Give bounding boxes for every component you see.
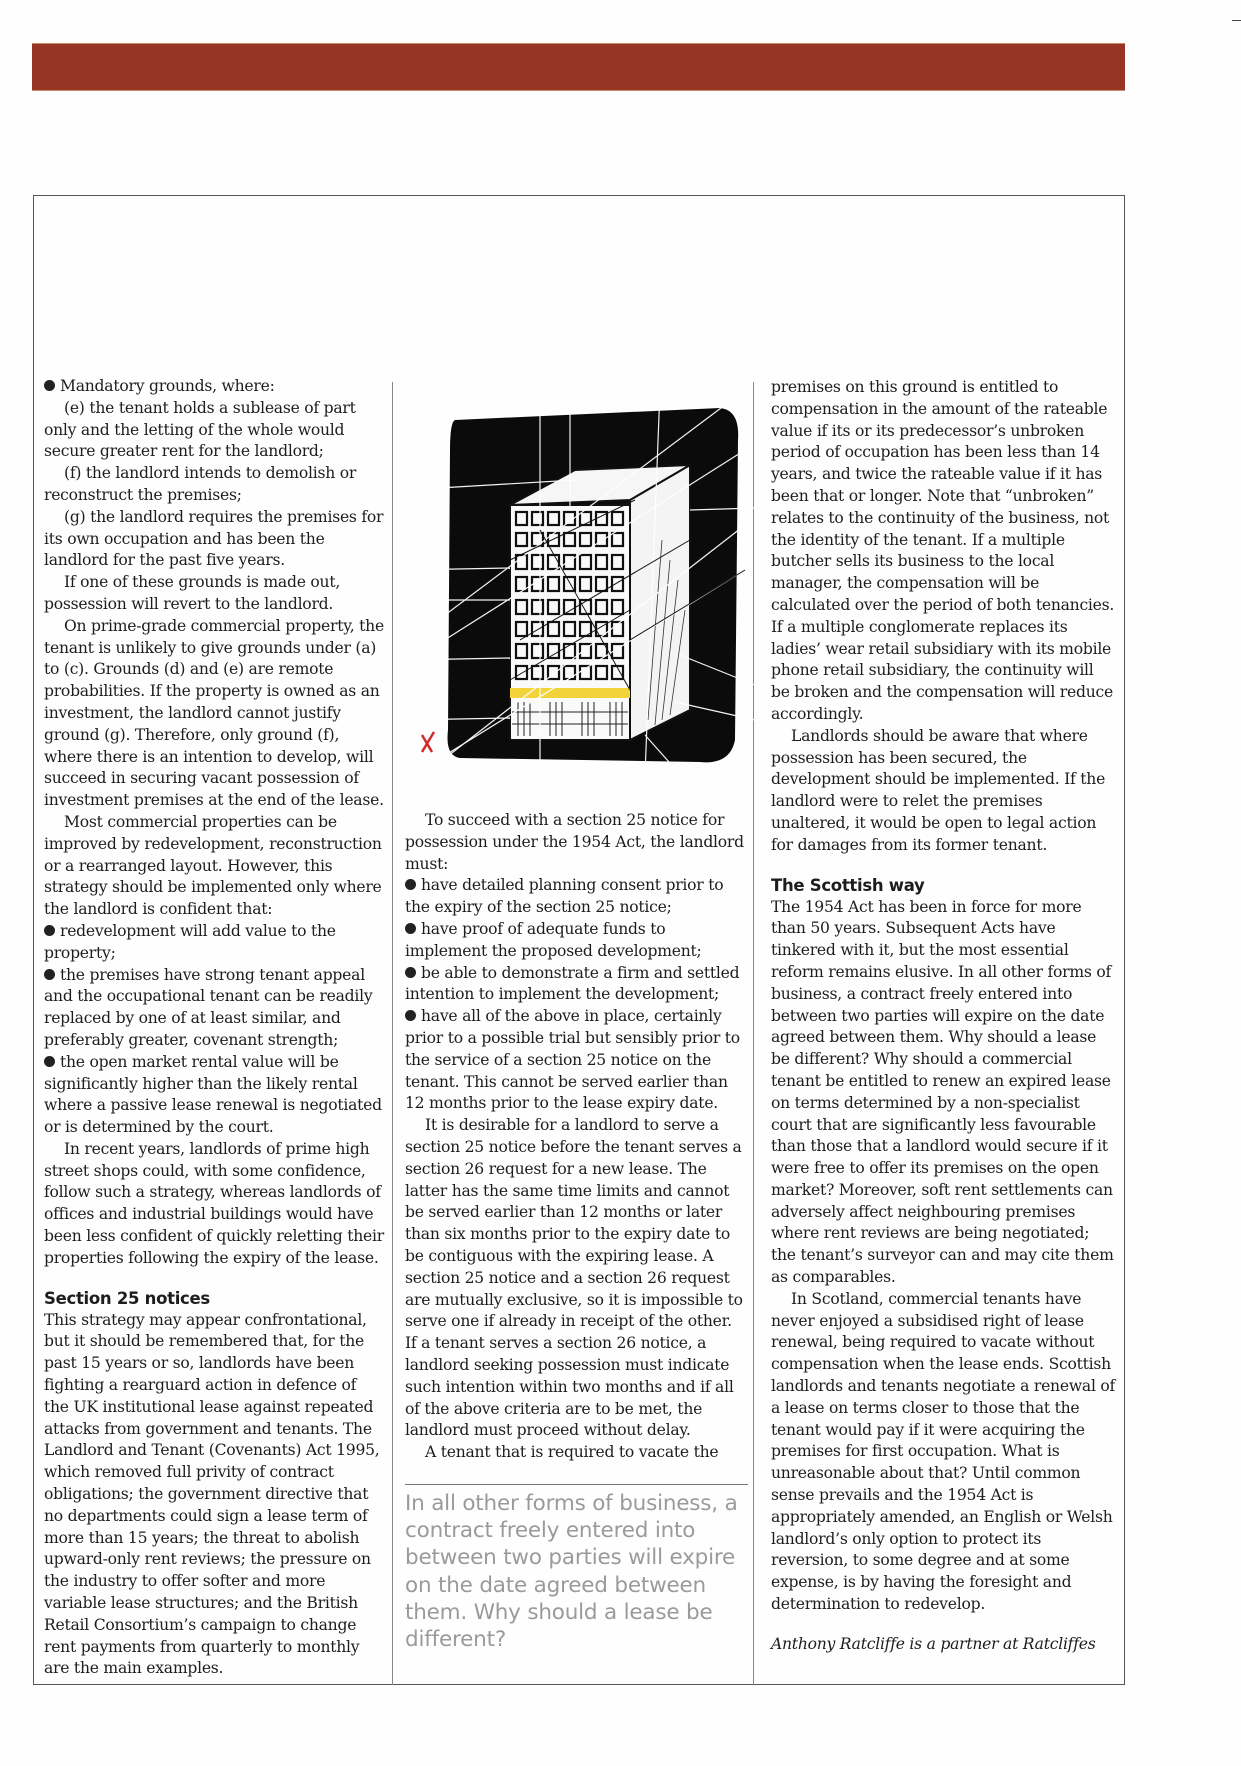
illustration-mark-label: X (400, 380, 401, 381)
article-column-3 (771, 377, 1116, 1656)
paragraph: On prime-grade commercial property, the tenant is unlikely to give grounds under (a) to (c). Grounds (d) and (e) are remote probabilities. If the property is owned as an investment, the landlord cannot justify ground (g). Therefore, only ground (f), where there is an intention to develop, will succeed in securing vacant possession of investment premises at the end of the lease. (44, 616, 384, 810)
bullet-icon (405, 923, 416, 934)
article-column-2 (405, 810, 745, 1464)
shopfront-fascia (510, 688, 630, 698)
bullet-paragraph (405, 875, 745, 919)
paragraph: premises on this ground is entitled to compensation in the amount of the rateable value if its or its predecessor’s unbroken period of occupation has been less than 14 years, and twice the rateable value if it has been that or longer. Note that “unbroken” relates to the continuity of the business, not the identity of the tenant. If a multiple butcher sells its business to the local manager, the compensation will be calculated over the period of both tenancies. If a multiple conglomerate replaces its ladies’ wear retail subsidiary with its mobile phone retail subsidiary, the continuity will be broken and the compensation will reduce accordingly. (771, 378, 1115, 723)
paragraph: (f) the landlord intends to demolish or reconstruct the premises; (44, 464, 357, 504)
pull-quote: In all other forms of business, a contract freely entered into between two parties will expire on the date agreed between them. Why should a lease be different? (405, 1491, 738, 1653)
section-header-bar (32, 43, 1125, 91)
paragraph: It is desirable for a landlord to serve a section 25 notice before the tenant serves a section 26 request for a new lease. The latter has the same time limits and cannot be served earlier than 12 months or later than six months prior to the expiry date to be contiguous with the expiring lease. A section 25 notice and a section 26 request are mutually exclusive, so it is impossible to serve one if already in receipt of the other. If a tenant serves a section 26 notice, a landlord seeking possession must indicate such intention within two months and if all of the above criteria are to be met, the landlord must proceed without delay. (405, 1116, 743, 1440)
paragraph: In Scotland, commercial tenants have never enjoyed a subsidised right of lease renewal, being required to vacate without compensation when the lease ends. Scottish landlords and tenants negotiate a renewal of a lease on terms closer to those that the tenant would pay if it were acquiring the premises for first occupation. What is unreasonable about that? Until common sense prevails and the 1954 Act is appropriately amended, an English or Welsh landlord’s only option to protect its reversion, to some degree and at some expense, is by having the foresight and determination to redevelop. (771, 1289, 1116, 1614)
paragraph: The 1954 Act has been in force for more than 50 years. Subsequent Acts have tinkered with it, but the most essential reform remains elusive. In all other forms of business, a contract freely entered into between two parties will expire on the date agreed between them. Why should a lease be different? Why should a commercial tenant be entitled to renew an expired lease on terms determined by a non-specialist court that are significantly less favourable than those that a landlord would secure if it were free to offer its premises on the open market? Moreover, soft rent settlements can adversely affect neighbouring premises where rent reviews are being negotiated; the tenant’s surveyor can and may cite them as comparables. (771, 897, 1114, 1287)
text: have detailed planning consent prior to the expiry of the section 25 notice; (405, 876, 724, 917)
bullet-paragraph (405, 1006, 745, 1115)
bullet-paragraph (405, 919, 745, 963)
text: have all of the above in place, certainly prior to a possible trial but sensibly prior to the service of a section 25 notice on the tenant. This cannot be served earlier than 12 months prior to the lease expiry date. (405, 1007, 740, 1113)
bullet-icon (44, 925, 55, 936)
section-heading: Section 25 notices (44, 1288, 210, 1308)
text: be able to demonstrate a firm and settled intention to implement the development; (405, 963, 740, 1004)
pull-quote-rule (405, 1484, 748, 1485)
bullet-icon (44, 969, 55, 980)
paragraph: Landlords should be aware that where possession has been secured, the development should be implemented. If the landlord were to relet the premises unaltered, it would be open to legal action for damages from its former tenant. (771, 726, 1106, 854)
text: redevelopment will add value to the property; (44, 921, 336, 962)
bullet-paragraph (44, 1052, 384, 1139)
text: have proof of adequate funds to implement the proposed development; (405, 919, 702, 960)
paragraph: This strategy may appear confrontational, but it should be remembered that, for the past 15 years or so, landlords have been fighting a rearguard action in defence of the UK institutional lease against repeated attacks from government and tenants. The Landlord and Tenant (Covenants) Act 1995, which removed full privity of contract obligations; the government directive that no departments could sign a lease term of more than 15 years; the threat to abolish upward-only rent reviews; the pressure on the industry to offer softer and more variable lease structures; and the British Retail Consortium’s campaign to change rent payments from quarterly to monthly are the main examples. (44, 1310, 380, 1678)
section-heading: The Scottish way (771, 875, 925, 895)
bullet-paragraph (44, 965, 384, 1052)
bullet-icon (405, 967, 416, 978)
paragraph: Most commercial properties can be improved by redevelopment, reconstruction or a rearranged layout. However, this strategy should be implemented only where the landlord is confident that: (44, 812, 382, 919)
paragraph: To succeed with a section 25 notice for possession under the 1954 Act, the landlord must: (405, 811, 744, 873)
bullet-paragraph (44, 376, 384, 398)
bullet-icon (405, 879, 416, 890)
building-side (630, 465, 690, 740)
bullet-paragraph (44, 921, 384, 965)
bullet-icon (44, 1056, 55, 1067)
paragraph: In recent years, landlords of prime high street shops could, with some confidence, follow such a strategy, whereas landlords of offices and industrial buildings would have been less confident of quickly reletting their properties following the expiry of the lease. (44, 1139, 384, 1267)
crop-mark (1232, 20, 1241, 21)
author-byline: Anthony Ratcliffe is a partner at Ratcliffes (771, 1634, 1096, 1653)
text: the open market rental value will be significantly higher than the likely rental where a passive lease renewal is negotiated or is determined by the court. (44, 1052, 382, 1137)
text: the premises have strong tenant appeal and the occupational tenant can be readily replaced by one of at least similar, and preferably greater, covenant strength; (44, 965, 373, 1049)
article-column-1 (44, 376, 384, 1680)
building-illustration (400, 380, 760, 780)
paragraph: A tenant that is required to vacate the (425, 1443, 719, 1462)
bullet-icon (44, 380, 55, 391)
paragraph: (e) the tenant holds a sublease of part only and the letting of the whole would secure greater rent for the landlord; (44, 398, 356, 461)
paragraph: (g) the landlord requires the premises for its own occupation and has been the landlord for the past five years. (44, 507, 384, 570)
bullet-paragraph (405, 963, 745, 1007)
column-divider (392, 382, 393, 1685)
bullet-icon (405, 1010, 416, 1021)
text: Mandatory grounds, where: (60, 377, 275, 395)
red-x-mark-icon (422, 732, 434, 752)
paragraph: If one of these grounds is made out, possession will revert to the landlord. (44, 573, 341, 613)
